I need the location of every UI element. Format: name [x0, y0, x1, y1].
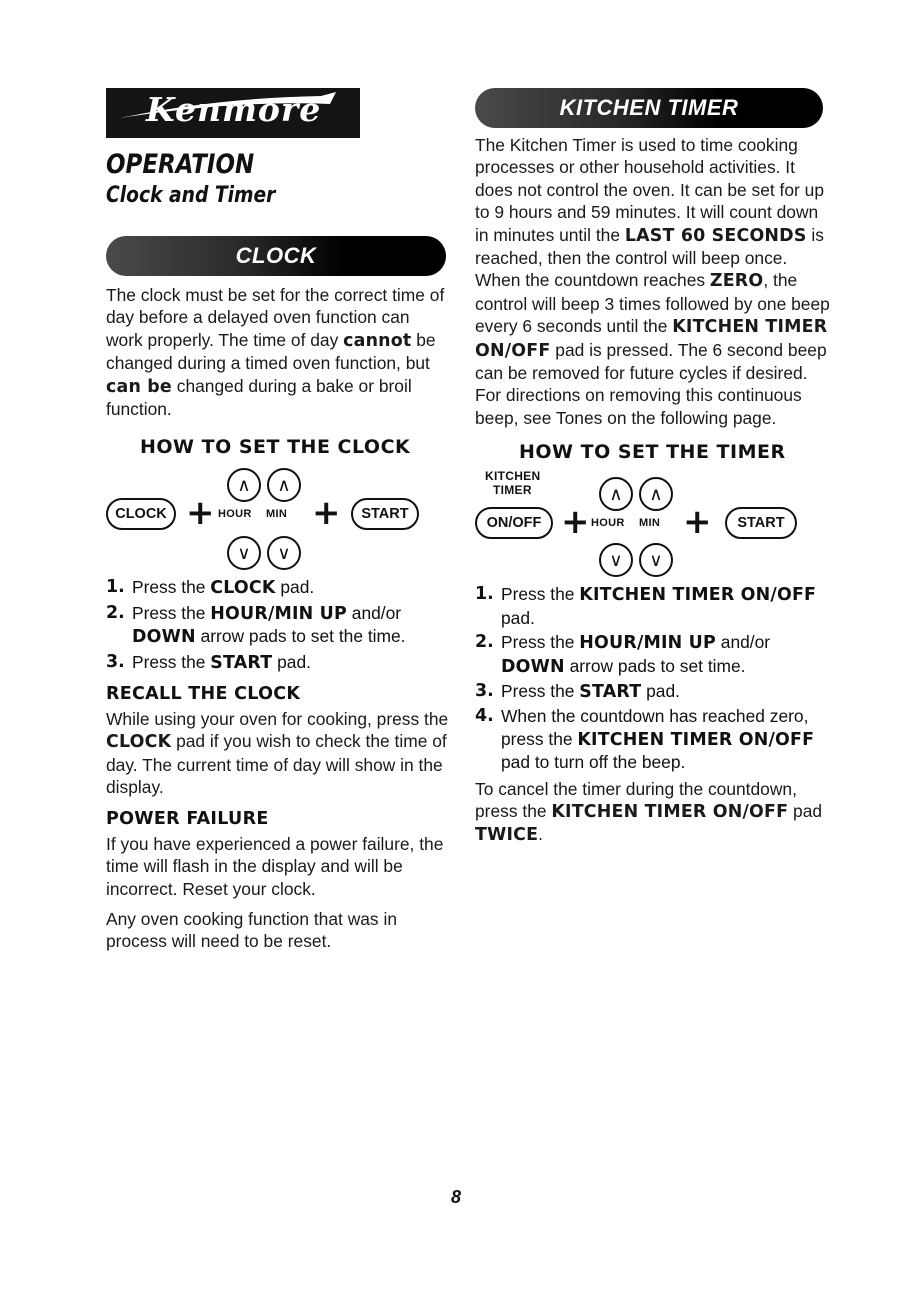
- list-item: 1. Press the KITCHEN TIMER ON/OFF pad.: [475, 584, 817, 628]
- hour-down-arrow-icon: ∨: [599, 543, 633, 577]
- kitchen-timer-banner: KITCHEN TIMER: [475, 88, 823, 128]
- start-pad: START: [351, 498, 419, 530]
- list-item: 3. Press the START pad.: [475, 680, 680, 702]
- list-item: 2. Press the HOUR/MIN UP and/or DOWN arrow pads to set the time.: [106, 602, 406, 648]
- clock-banner: CLOCK: [106, 236, 446, 276]
- clock-intro: The clock must be set for the correct time of day before a delayed oven function can work properly. The time of day cannot be changed during a timed oven function, but can be changed during a bake or broil function.: [106, 285, 445, 420]
- right-column: [475, 88, 835, 847]
- clock-pad: CLOCK: [106, 498, 176, 530]
- brand-name: Kenmore: [146, 90, 322, 129]
- min-label: MIN: [639, 517, 661, 530]
- recall-clock-title: RECALL THE CLOCK: [106, 684, 301, 705]
- power-failure-text: If you have experienced a power failure, the time will flash in the display and will be incorrect. Reset your clock.: [106, 833, 444, 899]
- power-failure-title: POWER FAILURE: [106, 808, 269, 829]
- kitchen-label: KITCHEN: [485, 469, 541, 484]
- timer-steps: [475, 583, 835, 773]
- power-failure-reset-text: Any oven cooking function that was in process will need to be reset.: [106, 908, 397, 952]
- min-label: MIN: [266, 508, 288, 521]
- cancel-timer-text: To cancel the timer during the countdown, press the KITCHEN TIMER ON/OFF pad TWICE.: [475, 778, 823, 846]
- plus-sign: +: [683, 502, 712, 543]
- start-pad: START: [725, 507, 797, 539]
- hour-label: HOUR: [591, 517, 625, 530]
- page-number: 8: [451, 1187, 462, 1207]
- hour-up-arrow-icon: ∧: [227, 468, 261, 502]
- list-item: 4. When the countdown has reached zero, press the KITCHEN TIMER ON/OFF pad to turn off the beep.: [475, 706, 815, 773]
- plus-sign: +: [312, 493, 341, 534]
- timer-label: TIMER: [493, 483, 532, 498]
- min-down-arrow-icon: ∨: [639, 543, 673, 577]
- plus-sign: +: [186, 493, 215, 534]
- left-column: [106, 88, 451, 953]
- list-item: 2. Press the HOUR/MIN UP and/or DOWN arrow pads to set time.: [475, 632, 771, 677]
- hour-up-arrow-icon: ∧: [599, 477, 633, 511]
- kenmore-logo: [106, 88, 360, 138]
- timer-key-diagram: [475, 463, 835, 583]
- recall-clock-text: While using your oven for cooking, press the CLOCK pad if you wish to check the time of day. The current time of day will show in the display.: [106, 709, 449, 798]
- clock-key-diagram: [106, 458, 451, 576]
- min-up-arrow-icon: ∧: [639, 477, 673, 511]
- list-item: 1. Press the CLOCK pad.: [106, 577, 315, 599]
- page-subheading: Clock and Timer: [106, 183, 276, 208]
- hour-down-arrow-icon: ∨: [227, 536, 261, 570]
- how-to-set-clock-title: HOW TO SET THE CLOCK: [140, 436, 411, 459]
- plus-sign: +: [561, 502, 590, 543]
- clock-steps: [106, 576, 451, 674]
- timer-intro: The Kitchen Timer is used to time cooking processes or other household activities. It does not control the oven. It can be set for up to 9 hours and 59 minutes. It will count down in minutes until the LAST 60 SECONDS is reached, then the control will beep once. When the countdown reaches ZERO, the control will beep 3 times followed by one beep every 6 seconds until the KITCHEN TIMER ON/OFF pad is pressed. The 6 second beep can be removed for future cycles if desired. For directions on removing this continuous beep, see Tones on the following page.: [475, 135, 830, 428]
- min-up-arrow-icon: ∧: [267, 468, 301, 502]
- min-down-arrow-icon: ∨: [267, 536, 301, 570]
- page-heading: OPERATION: [106, 149, 255, 180]
- hour-label: HOUR: [218, 508, 252, 521]
- on-off-pad: ON/OFF: [475, 507, 553, 539]
- list-item: 3. Press the START pad.: [106, 651, 311, 673]
- how-to-set-timer-title: HOW TO SET THE TIMER: [519, 441, 786, 464]
